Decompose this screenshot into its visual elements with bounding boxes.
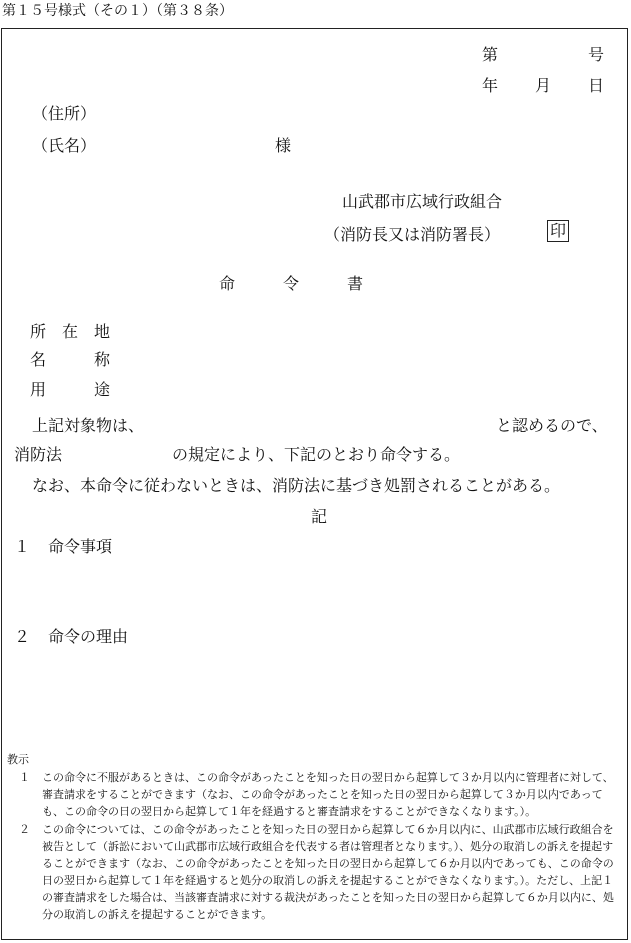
notice-item-1-text: この命令に不服があるときは、この命令があったことを知った日の翌日から起算して３か月以内に管理者に対して、審査請求をすることができます（なお、この命令があったことを知った日の翌日から起算して３か月以内であっても、この命令の日の翌日から起算して１年を経過すると審査請求をすることができなくなります。）。 xyxy=(42,771,614,818)
date-year: 年 xyxy=(482,76,499,95)
body-line2-end: の規定により、下記のとおり命令する。 xyxy=(172,445,461,464)
notice-heading: 教示 xyxy=(7,753,29,766)
section-1-number: １ xyxy=(14,537,31,556)
section-2-label: 命令の理由 xyxy=(48,627,129,646)
issuer-title: （消防長又は消防署長） xyxy=(324,225,501,244)
form-number-title: 第１５号様式（その１）（第３８条） xyxy=(2,3,233,19)
document-frame xyxy=(1,28,628,940)
name-label: 名 称 xyxy=(30,350,111,369)
number-suffix: 号 xyxy=(587,45,604,64)
date-line xyxy=(482,73,604,96)
number-prefix: 第 xyxy=(482,45,499,64)
use-label: 用 途 xyxy=(30,380,111,399)
notice-item-1 xyxy=(19,769,616,820)
section-2-number: ２ xyxy=(14,627,31,646)
recipient-name-label: （氏名） xyxy=(32,136,97,155)
date-day: 日 xyxy=(587,76,604,95)
notice-item-2-number: ２ xyxy=(19,823,30,836)
recipient-address-label: （住所） xyxy=(32,104,97,123)
date-month: 月 xyxy=(534,76,551,95)
document-title: 命 令 書 xyxy=(219,274,364,293)
location-label: 所 在 地 xyxy=(30,322,111,341)
notice-item-2 xyxy=(19,821,616,923)
notice-item-2-text: この命令については、この命令があったことを知った日の翌日から起算して６か月以内に、山武郡市広域行政組合を被告として（訴訟において山武郡市広域行政組合を代表する者は管理者となります。）、処分の取消しの訴えを提起することができます（なお、この命令があったことを知った日の翌日から起算して６か月以内であっても、この命令の日の翌日から起算して１年を経過すると処分の取消しの訴えを提起することができなくなります。）。ただし、上記１の審査請求をした場合は、当該審査請求に対する裁決があったことを知った日の翌日から起算して６か月以内に、処分の取消しの訴えを提起することができます。 xyxy=(42,823,614,921)
body-line1-start: 上記対象物は、 xyxy=(32,416,145,435)
issuer-organization: 山武郡市広域行政組合 xyxy=(342,192,503,211)
issuer-seal-mark xyxy=(547,220,569,242)
notice-item-1-number: １ xyxy=(19,771,30,784)
ki-heading: 記 xyxy=(311,507,328,526)
body-line1-end: と認めるので、 xyxy=(496,416,608,435)
section-1-label: 命令事項 xyxy=(48,537,113,556)
seal-glyph: 印 xyxy=(547,220,569,242)
body-line2-start: 消防法 xyxy=(14,445,63,464)
recipient-honorific: 様 xyxy=(275,136,292,155)
document-number-line xyxy=(482,42,604,65)
body-line3: なお、本命令に従わないときは、消防法に基づき処罰されることがある。 xyxy=(32,476,561,495)
